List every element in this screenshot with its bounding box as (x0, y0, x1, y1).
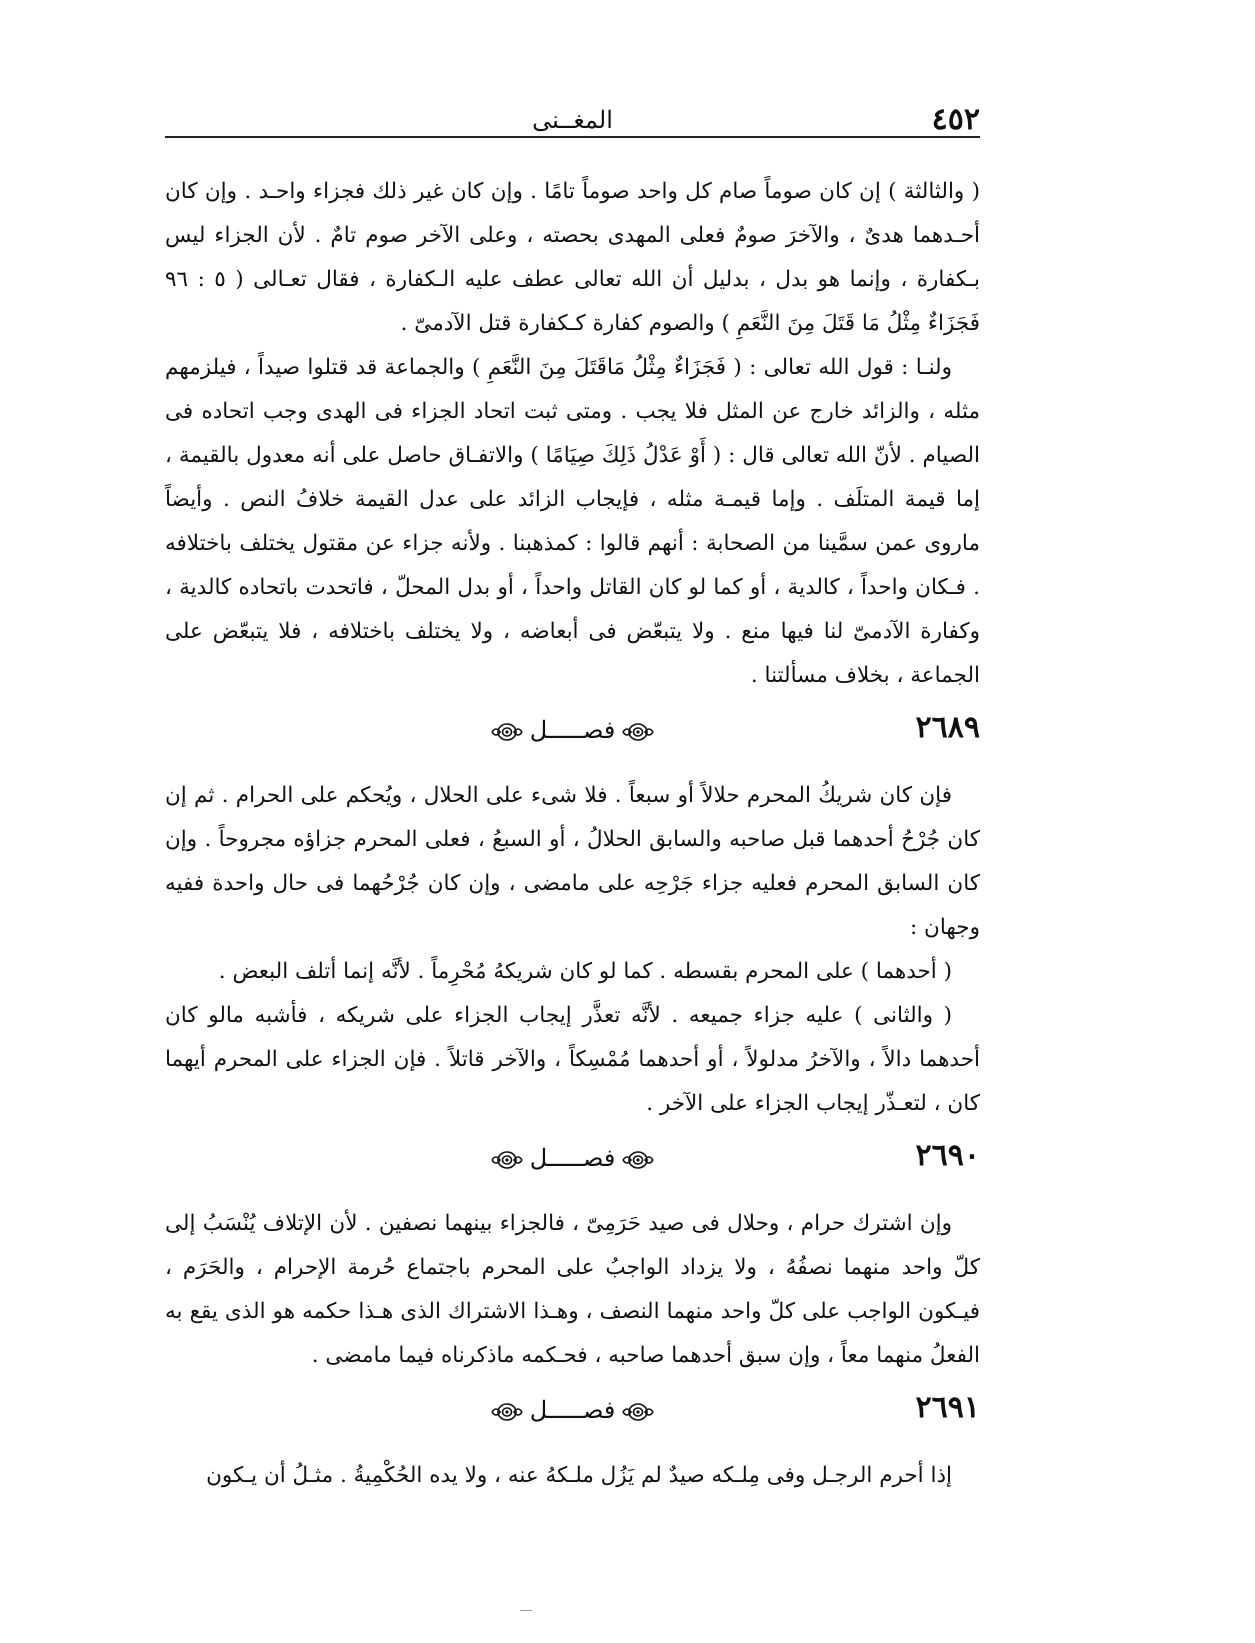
section-heading (165, 1134, 980, 1196)
running-title: المغــنى (532, 106, 613, 134)
section-title-wrap (165, 716, 980, 744)
paragraph: ( والثانى ) عليه جزاء جميعه . لأنَّه تعذَّر إيجاب الجزاء على شريكه ، فأشبه مالو كان أحدهما دالاً ، والآخرُ مدلولاً ، أو أحدهما مُمْسِكاً ، والآخر قاتلاً . فإن الجزاء على المحرم أيهما كان ، لتعـذّر إيجاب الجزاء على الآخر . (165, 1003, 980, 1116)
section-title-wrap (165, 1396, 980, 1424)
ornament-icon (490, 1149, 524, 1171)
ornament-icon (621, 1401, 655, 1423)
section-number: ٢٦٩١ (915, 1390, 980, 1425)
section-title-wrap (165, 1144, 980, 1172)
paragraph: إذا أحرم الرجـل وفى مِلـكه صيدٌ لم يَزُل ملـكهُ عنه ، ولا يده الحُكْمِيةُ . مثـلُ أن يـكون (206, 1463, 952, 1488)
paragraph: ( والثالثة ) إن كان صوماً صام كل واحد صوماً تامًا . وإن كان غير ذلك فجزاء واحـد . وإن كان أحـدهما هدىٌ ، والآخرَ صومٌ فعلى المهدى بحصته ، وعلى الآخر صوم تامٌ . لأن الجزاء ليس بـكفارة ، وإنما هو بدل ، بدليل أن الله تعالى عطف عليه الـكفارة ، فقال تعـالى ( ٥ : ٩٦ فَجَزَاءٌ مِثْلُ مَا قَتَلَ مِنَ النَّعَمِ ) والصوم كفارة كـكفارة قتل الآدمىّ . (165, 179, 980, 336)
section-heading (165, 1386, 980, 1448)
footer-mark (520, 1610, 532, 1611)
header-rule (165, 136, 980, 138)
section-heading (165, 706, 980, 768)
ornament-icon (621, 1149, 655, 1171)
ornament-icon (490, 1401, 524, 1423)
section-number: ٢٦٩٠ (915, 1138, 980, 1173)
ornament-icon (621, 721, 655, 743)
section-title: فصـــــل (529, 1396, 616, 1424)
paragraph: ( أحدهما ) على المحرم بقسطه . كما لو كان شريكهُ مُحْرِماً . لأنَّه إنما أتلف البعض . (218, 959, 952, 984)
page-body (165, 170, 980, 1498)
running-head (165, 102, 980, 146)
section-title: فصـــــل (529, 716, 616, 744)
section-number: ٢٦٨٩ (915, 710, 980, 745)
paragraph: فإن كان شريكُ المحرم حلالاً أو سبعاً . فلا شىء على الحلال ، ويُحكم على الحرام . ثم إن كان جُرْحُ أحدهما قبل صاحبه والسابق الحلالُ ، أو السبعُ ، فعلى المحرم جزاؤه مجروحاً . وإن كان السابق المحرم فعليه جزاء جَرْحِه على مامضى ، وإن كان جُرْحُهما فى حال واحدة ففيه وجهان : (165, 783, 980, 940)
paragraph: ولنـا : قول الله تعالى : ( فَجَزَاءٌ مِثْلُ مَاقَتَلَ مِنَ النَّعَمِ ) والجماعة قد قتلوا صيداً ، فيلزمهم مثله ، والزائد خارج عن المثل فلا يجب . ومتى ثبت اتحاد الجزاء فى الهدى وجب اتحاده فى الصيام . لأنّ الله تعالى قال : ( أَوْ عَدْلُ ذَلِكَ صِيَامًا ) والاتفـاق حاصل على أنه معدول بالقيمة ، إما قيمة المتلَف . وإما قيمـة مثله ، فإيجاب الزائد على عدل القيمة خلافُ النص . وأيضاً ماروى عمن سمَّينا من الصحابة : أنهم قالوا : كمذهبنا . ولأنه جزاء عن مقتول يختلف باختلافه . فـكان واحداً ، كالدية ، أو كما لو كان القاتل واحداً ، أو بدل المحلّ ، فاتحدت باتحاده كالدية ، وكفارة الآدمىّ لنا فيها منع . ولا يتبعّض فى أبعاضه ، ولا يختلف باختلافه ، فلا يتبعّض على الجماعة ، بخلاف مسألتنا . (165, 355, 980, 688)
paragraph: وإن اشترك حرام ، وحلال فى صيد حَرَمِىّ ، فالجزاء بينهما نصفين . لأن الإتلاف يُنْسَبُ إلى كلّ واحد منهما نصفُهُ ، ولا يزداد الواجبُ على المحرم باجتماع حُرمة الإحرام ، والحَرَم ، فيـكون الواجب على كلّ واحد منهما النصف ، وهـذا الاشتراك الذى هـذا حكمه هو الذى يقع به الفعلُ منهما معاً ، وإن سبق أحدهما صاحبه ، فحـكمه ماذكرناه فيما مامضى . (165, 1211, 980, 1368)
section-title: فصـــــل (529, 1144, 616, 1172)
page-number: ٤٥٢ (931, 102, 980, 137)
ornament-icon (490, 721, 524, 743)
